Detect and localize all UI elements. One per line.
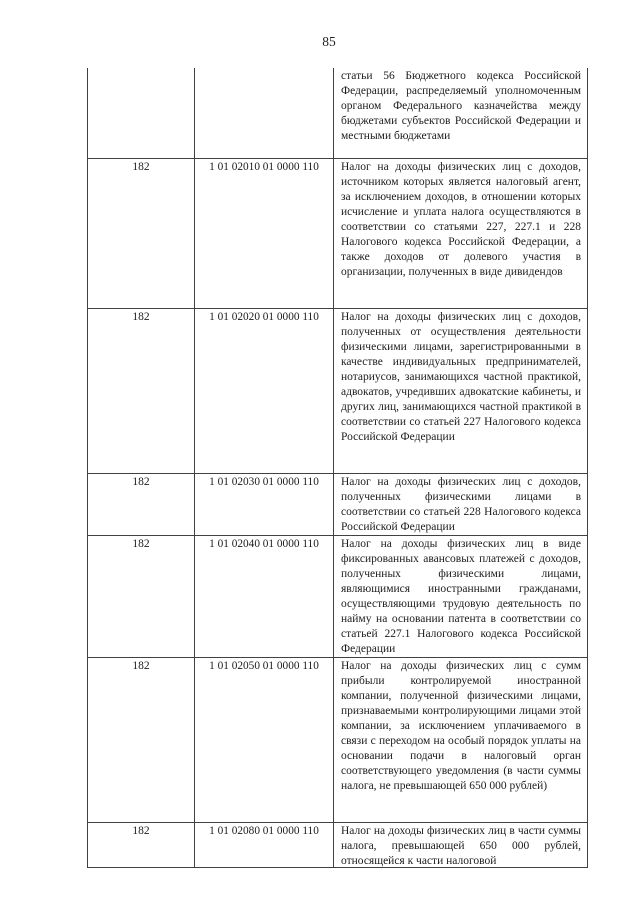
admin-code-cell: [88, 473, 195, 535]
page-number: 85: [322, 34, 336, 49]
kbk-code-cell: [195, 68, 334, 158]
description-text: Налог на доходы физических лиц в виде фиксированных авансовых платежей с доходов, полученных физическими лицами, являющимися иностранными гражданами, осуществляющими трудовую деятельность по найму на основании патента в соответствии со статьей 227.1 Налогового кодекса Российской Федерации: [341, 537, 581, 655]
admin-code-cell: [88, 657, 195, 822]
admin-code-cell: [88, 68, 195, 158]
description-cell: [334, 68, 588, 158]
admin-code-cell: [88, 535, 195, 657]
kbk-code: 1 01 02050 01 0000 110: [209, 659, 319, 672]
table-row: [88, 822, 588, 867]
kbk-code: 1 01 02020 01 0000 110: [209, 310, 319, 323]
kbk-code: 1 01 02040 01 0000 110: [209, 537, 319, 550]
kbk-code-cell: [195, 535, 334, 657]
admin-code-cell: [88, 158, 195, 308]
table-row: [88, 308, 588, 473]
admin-code-cell: [88, 822, 195, 867]
table-row: [88, 158, 588, 308]
description-text: Налог на доходы физических лиц в части суммы налога, превышающей 650 000 рублей, относящейся к части налоговой: [341, 824, 581, 867]
table-row: [88, 68, 588, 158]
description-cell: [334, 535, 588, 657]
kbk-code-cell: [195, 657, 334, 822]
description-text: Налог на доходы физических лиц с сумм прибыли контролируемой иностранной компании, полученной физическими лицами, признаваемыми контролирующими лицами этой компании, за исключением уплачиваемого в связи с переходом на особый порядок уплаты на основании подачи в налоговый орган соответствующего уведомления (в части суммы налога, не превышающей 650 000 рублей): [341, 659, 581, 792]
admin-code: 182: [132, 824, 150, 837]
description-cell: [334, 308, 588, 473]
kbk-code-cell: [195, 473, 334, 535]
description-cell: [334, 822, 588, 867]
kbk-code: [195, 68, 333, 69]
kbk-code: 1 01 02030 01 0000 110: [209, 475, 319, 488]
kbk-code-cell: [195, 158, 334, 308]
table-row: [88, 473, 588, 535]
description-cell: [334, 473, 588, 535]
admin-code: 182: [132, 475, 150, 488]
admin-code: 182: [132, 659, 150, 672]
admin-code-cell: [88, 308, 195, 473]
description-text: Налог на доходы физических лиц с доходов, полученных физическими лицами в соответствии со статьей 228 Налогового кодекса Российской Федерации: [341, 475, 581, 533]
admin-code: [88, 68, 194, 69]
description-cell: [334, 657, 588, 822]
description-text: Налог на доходы физических лиц с доходов, источником которых является налоговый агент, за исключением доходов, в отношении которых исчисление и уплата налога осуществляются в соответствии со статьями 227, 227.1 и 228 Налогового кодекса Российской Федерации, а также доходов от долевого участия в организации, полученных в виде дивидендов: [341, 160, 581, 278]
budget-classification-table: [87, 68, 588, 868]
admin-code: 182: [132, 537, 150, 550]
table-body: [88, 68, 588, 867]
description-text: Налог на доходы физических лиц с доходов, полученных от осуществления деятельности физическими лицами, зарегистрированными в качестве индивидуальных предпринимателей, нотариусов, занимающихся частной практикой, адвокатов, учредивших адвокатские кабинеты, и других лиц, занимающихся частной практикой в соответствии со статьей 227 Налогового кодекса Российской Федерации: [341, 310, 581, 443]
table-row: [88, 657, 588, 822]
description-cell: [334, 158, 588, 308]
kbk-code: 1 01 02080 01 0000 110: [209, 824, 319, 837]
table-row: [88, 535, 588, 657]
kbk-code-cell: [195, 822, 334, 867]
description-text: статьи 56 Бюджетного кодекса Российской Федерации, распределяемый уполномоченным органом Федерального казначейства между бюджетами субъектов Российской Федерации и местными бюджетами: [341, 70, 581, 142]
kbk-code-cell: [195, 308, 334, 473]
admin-code: 182: [132, 310, 150, 323]
admin-code: 182: [132, 160, 150, 173]
kbk-code: 1 01 02010 01 0000 110: [209, 160, 319, 173]
